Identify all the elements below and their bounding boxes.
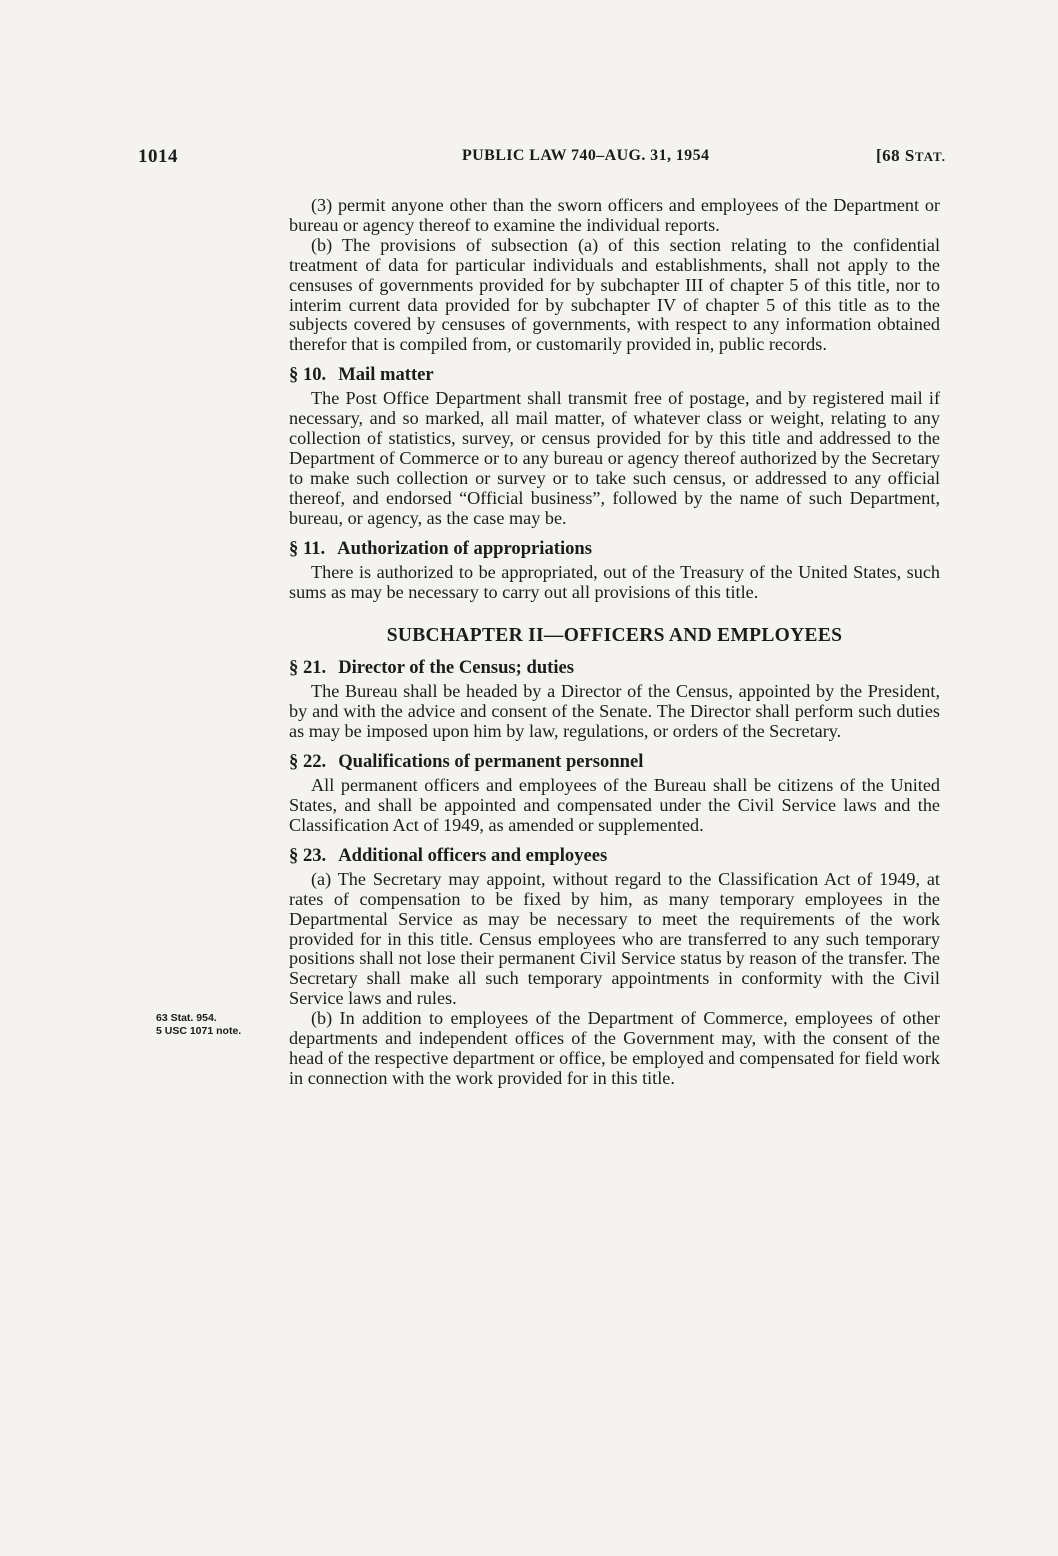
marginal-note-line: 5 USC 1071 note. [156, 1025, 242, 1037]
paragraph-b: (b) The provisions of subsection (a) of this section relating to the confidential treatment of data for particular individuals and establishments, shall not apply to the censuses of governments provided for by subchapter III of chapter 5 of this title, nor to interim current data provided for by subchapter IV of chapter 5 of this title as to the subjects covered by censuses of governments, with respect to any information obtained therefor that is compiled from, or customarily provided in, public records. [289, 234, 940, 355]
page-header [0, 146, 1058, 174]
paragraph-3: (3) permit anyone other than the sworn officers and employees of the Department or bureau or agency thereof to examine the individual reports. [289, 195, 940, 235]
section-23-text-b: (b) In addition to employees of the Department of Commerce, employees of other departments and independent offices of the Government may, with the consent of the head of the respective department or office, be employed and compensated for field work in connection with the work provided for in this title. [289, 1008, 940, 1088]
running-head: PUBLIC LAW 740–AUG. 31, 1954 [462, 147, 710, 164]
section-heading-21 [289, 657, 940, 679]
section-22-text: All permanent officers and employees of the Bureau shall be citizens of the United States, and shall be appointed and compensated under the Civil Service laws and the Classification Act of 1949, as amended or supplemented. [289, 775, 940, 835]
section-number: § 22. [289, 751, 327, 773]
volume-reference-main: [68 S [876, 146, 915, 165]
section-title: Mail matter [338, 364, 434, 386]
section-title: Authorization of appropriations [337, 537, 593, 559]
section-10-text: The Post Office Department shall transmit free of postage, and by registered mail if necessary, and so marked, all mail matter, of whatever class or weight, relating to any collection of statistics, survey, or census provided for by this title and addressed to the Department of Commerce or to any bureau or agency thereof authorized by the Secretary to make such collection or survey or to take such census, or addressed to any official thereof, and endorsed “Official business”, followed by the name of such Department, bureau, or agency, as the case may be. [289, 388, 940, 528]
volume-reference-smallcaps: TAT. [914, 149, 946, 164]
page-number: 1014 [138, 146, 178, 167]
section-heading-22 [289, 751, 940, 773]
section-number: § 11. [289, 537, 326, 559]
section-heading-11 [289, 538, 940, 560]
section-11-text: There is authorized to be appropriated, out of the Treasury of the United States, such sums as may be necessary to carry out all provisions of this title. [289, 561, 940, 602]
section-title: Director of the Census; duties [338, 657, 575, 679]
volume-reference [876, 146, 946, 166]
section-23-text-a: (a) The Secretary may appoint, without regard to the Classification Act of 1949, at rates of compensation to be fixed by him, as many temporary employees in the Departmental Service as may be necessary to meet the requirements of the work provided for in this title. Census employees who are transferred to any such temporary positions shall not lose their permanent Civil Service status by reason of the transfer. The Secretary shall make all such temporary appointments in conformity with the Civil Service laws and rules. [289, 868, 940, 1009]
subchapter-heading: SUBCHAPTER II—OFFICERS AND EMPLOYEES [386, 625, 843, 647]
body-text [289, 196, 940, 1089]
section-title: Qualifications of permanent personnel [338, 751, 644, 773]
section-heading-23 [289, 845, 940, 867]
marginal-note-line: 63 Stat. 954. [156, 1012, 217, 1024]
section-number: § 21. [289, 657, 327, 679]
section-title: Additional officers and employees [338, 844, 608, 866]
section-number: § 10. [289, 364, 327, 386]
marginal-note [156, 1012, 286, 1038]
section-heading-10 [289, 364, 940, 386]
section-number: § 23. [289, 844, 327, 866]
section-21-text: The Bureau shall be headed by a Director of the Census, appointed by the President, by and with the advice and consent of the Senate. The Director shall perform such duties as may be imposed upon him by law, regulations, or orders of the Secretary. [289, 681, 940, 742]
